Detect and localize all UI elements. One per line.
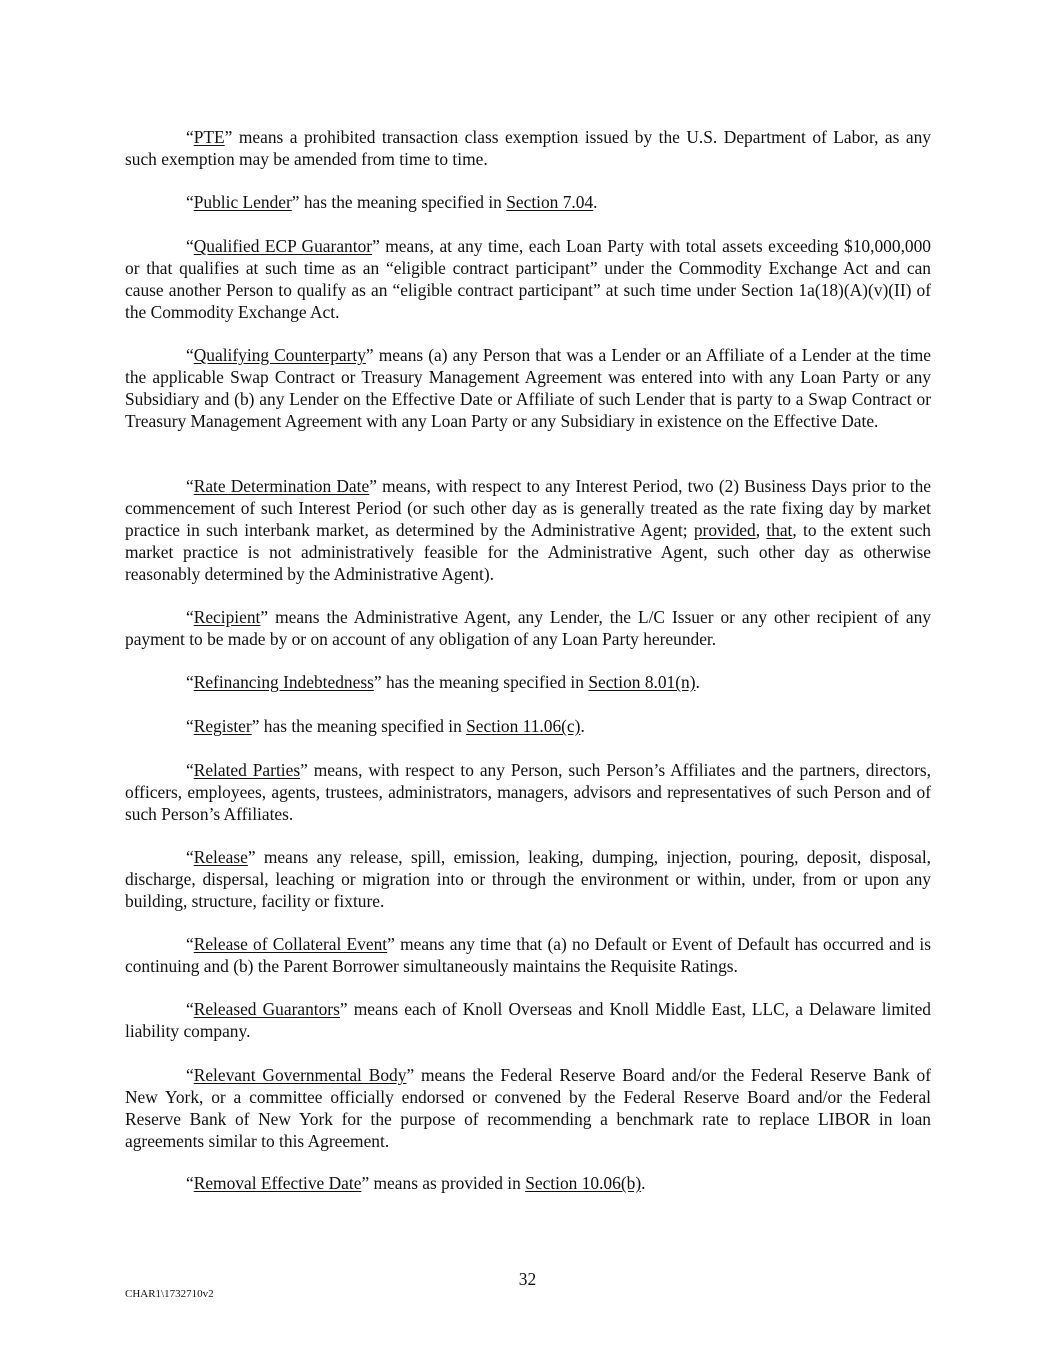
definition-text: , bbox=[755, 520, 767, 540]
definition-related-parties: “Related Parties” means, with respect to any Person, such Person’s Affiliates and the partners, directors, officers, employees, agents, trustees, administrators, managers, advisors and representatives of such Person and of such Person’s Affiliates. bbox=[125, 760, 931, 824]
definition-relevant-governmental-body: “Relevant Governmental Body” means the Federal Reserve Board and/or the Federal Reserve Bank of New York, or a committee officially endorsed or convened by the Federal Reserve Board and/or the Federal Reserve Bank of New York for the purpose of recommending a benchmark rate to replace LIBOR in loan agreements similar to this Agreement. bbox=[125, 1065, 931, 1151]
definition-register: “Register” has the meaning specified in Section 11.06(c). bbox=[186, 716, 585, 736]
definition-text: . bbox=[641, 1173, 646, 1193]
defined-term: Release of Collateral Event bbox=[193, 934, 388, 954]
cross-reference: provided bbox=[693, 520, 756, 540]
defined-term: Refinancing Indebtedness bbox=[193, 672, 374, 692]
definition-released-guarantors: “Released Guarantors” means each of Knoll Overseas and Knoll Middle East, LLC, a Delaware limited liability company. bbox=[125, 999, 931, 1041]
definition-text: means the Federal Reserve Board and/or the Federal Reserve Bank of New York, or a committee officially endorsed or convened by the Federal Reserve Board and/or the Federal Reserve Bank of New York for the purpose of recommending a benchmark rate to replace LIBOR in loan agreements similar to this Agreement. bbox=[125, 1065, 931, 1151]
definition-text: . bbox=[593, 192, 598, 212]
defined-term: PTE bbox=[193, 127, 225, 147]
definition-text: means a prohibited transaction class exemption issued by the U.S. Department of Labor, as any such exemption may be amended from time to time. bbox=[125, 127, 931, 169]
defined-term: Qualifying Counterparty bbox=[193, 345, 366, 365]
defined-term: Rate Determination Date bbox=[193, 476, 370, 496]
definition-text: means (a) any Person that was a Lender or an Affiliate of a Lender at the time the applicable Swap Contract or Treasury Management Agreement was entered into with any Loan Party or any Subsidiary and (b) any Lender on the Effective Date or Affiliate of such Lender that is party to a Swap Contract or Treasury Management Agreement with any Loan Party or any Subsidiary in existence on the Effective Date. bbox=[125, 345, 931, 431]
cross-reference: Section 11.06(c) bbox=[466, 716, 581, 736]
document-id: CHAR1\1732710v2 bbox=[125, 1288, 214, 1300]
definition-text: means any release, spill, emission, leaking, dumping, injection, pouring, deposit, disposal, discharge, dispersal, leaching or migration into or through the environment or within, under, from or upon any building, structure, facility or fixture. bbox=[125, 847, 931, 911]
defined-term: Related Parties bbox=[193, 760, 301, 780]
defined-term: Register bbox=[193, 716, 252, 736]
definition-text: has the meaning specified in bbox=[381, 672, 589, 692]
definition-qualifying-counterparty: “Qualifying Counterparty” means (a) any Person that was a Lender or an Affiliate of a Lender at the time the applicable Swap Contract or Treasury Management Agreement was entered into with any Loan Party or any Subsidiary and (b) any Lender on the Effective Date or Affiliate of such Lender that is party to a Swap Contract or Treasury Management Agreement with any Loan Party or any Subsidiary in existence on the Effective Date. bbox=[125, 345, 931, 431]
definition-pte: “PTE” means a prohibited transaction class exemption issued by the U.S. Department of Labor, as any such exemption may be amended from time to time. bbox=[125, 127, 931, 169]
definition-release: “Release” means any release, spill, emission, leaking, dumping, injection, pouring, deposit, disposal, discharge, dispersal, leaching or migration into or through the environment or within, under, from or upon any building, structure, facility or fixture. bbox=[125, 847, 931, 911]
definition-text: means, at any time, each Loan Party with total assets exceeding $10,000,000 or that qualifies at such time as an “eligible contract participant” under the Commodity Exchange Act and can cause another Person to qualify as an “eligible contract participant” at such time under Section 1a(18)(A)(v)(II) of the Commodity Exchange Act. bbox=[125, 236, 931, 322]
defined-term: Release bbox=[193, 847, 248, 867]
cross-reference: Section 8.01(n) bbox=[588, 672, 696, 692]
definition-text: means the Administrative Agent, any Lender, the L/C Issuer or any other recipient of any payment to be made by or on account of any obligation of any Loan Party hereunder. bbox=[125, 607, 931, 649]
page-number: 32 bbox=[518, 1269, 537, 1289]
definition-text: means each of Knoll Overseas and Knoll Middle East, LLC, a Delaware limited liability company. bbox=[125, 999, 931, 1041]
definition-text: means, with respect to any Person, such Person’s Affiliates and the partners, directors, officers, employees, agents, trustees, administrators, managers, advisors and representatives of such Person and of such Person’s Affiliates. bbox=[125, 760, 931, 824]
definition-text: . bbox=[695, 672, 700, 692]
definition-text: means, with respect to any Interest Period, two (2) Business Days prior to the commencement of such Interest Period (or such other day as is generally treated as the rate fixing day by market practice in such interbank market, as determined by the Administrative Agent; bbox=[125, 476, 931, 540]
definition-rate-determination-date: “Rate Determination Date” means, with respect to any Interest Period, two (2) Business Days prior to the commencement of such Interest Period (or such other day as is generally treated as the rate fixing day by market practice in such interbank market, as determined by the Administrative Agent; provided, that, to the extent such market practice is not administratively feasible for the Administrative Agent, such other day as otherwise reasonably determined by the Administrative Agent). bbox=[125, 476, 931, 584]
cross-reference: Section 10.06(b) bbox=[525, 1173, 642, 1193]
definition-release-of-collateral-event: “Release of Collateral Event” means any time that (a) no Default or Event of Default has occurred and is continuing and (b) the Parent Borrower simultaneously maintains the Requisite Ratings. bbox=[125, 934, 931, 976]
definition-text: means as provided in bbox=[369, 1173, 526, 1193]
cross-reference: Section 7.04 bbox=[506, 192, 594, 212]
defined-term: Public Lender bbox=[193, 192, 292, 212]
definition-removal-effective-date: “Removal Effective Date” means as provided in Section 10.06(b). bbox=[186, 1173, 646, 1193]
definition-text: . bbox=[580, 716, 585, 736]
definition-qualified-ecp-guarantor: “Qualified ECP Guarantor” means, at any time, each Loan Party with total assets exceeding $10,000,000 or that qualifies at such time as an “eligible contract participant” under the Commodity Exchange Act and can cause another Person to qualify as an “eligible contract participant” at such time under Section 1a(18)(A)(v)(II) of the Commodity Exchange Act. bbox=[125, 236, 931, 322]
definition-text: has the meaning specified in bbox=[259, 716, 467, 736]
definition-text: has the meaning specified in bbox=[299, 192, 507, 212]
defined-term: Qualified ECP Guarantor bbox=[193, 236, 373, 256]
defined-term: Released Guarantors bbox=[193, 999, 340, 1019]
defined-term: Relevant Governmental Body bbox=[193, 1065, 407, 1085]
definition-recipient: “Recipient” means the Administrative Agent, any Lender, the L/C Issuer or any other recipient of any payment to be made by or on account of any obligation of any Loan Party hereunder. bbox=[125, 607, 931, 649]
defined-term: Recipient bbox=[193, 607, 261, 627]
definition-text: , to the extent such market practice is not administratively feasible for the Administrative Agent, such other day as otherwise reasonably determined by the Administrative Agent). bbox=[125, 520, 931, 584]
cross-reference: that bbox=[766, 520, 793, 540]
definition-text: means any time that (a) no Default or Event of Default has occurred and is continuing and (b) the Parent Borrower simultaneously maintains the Requisite Ratings. bbox=[125, 934, 931, 976]
definition-public-lender: “Public Lender” has the meaning specified in Section 7.04. bbox=[186, 192, 598, 212]
defined-term: Removal Effective Date bbox=[193, 1173, 362, 1193]
definition-refinancing-indebtedness: “Refinancing Indebtedness” has the meaning specified in Section 8.01(n). bbox=[186, 672, 700, 692]
